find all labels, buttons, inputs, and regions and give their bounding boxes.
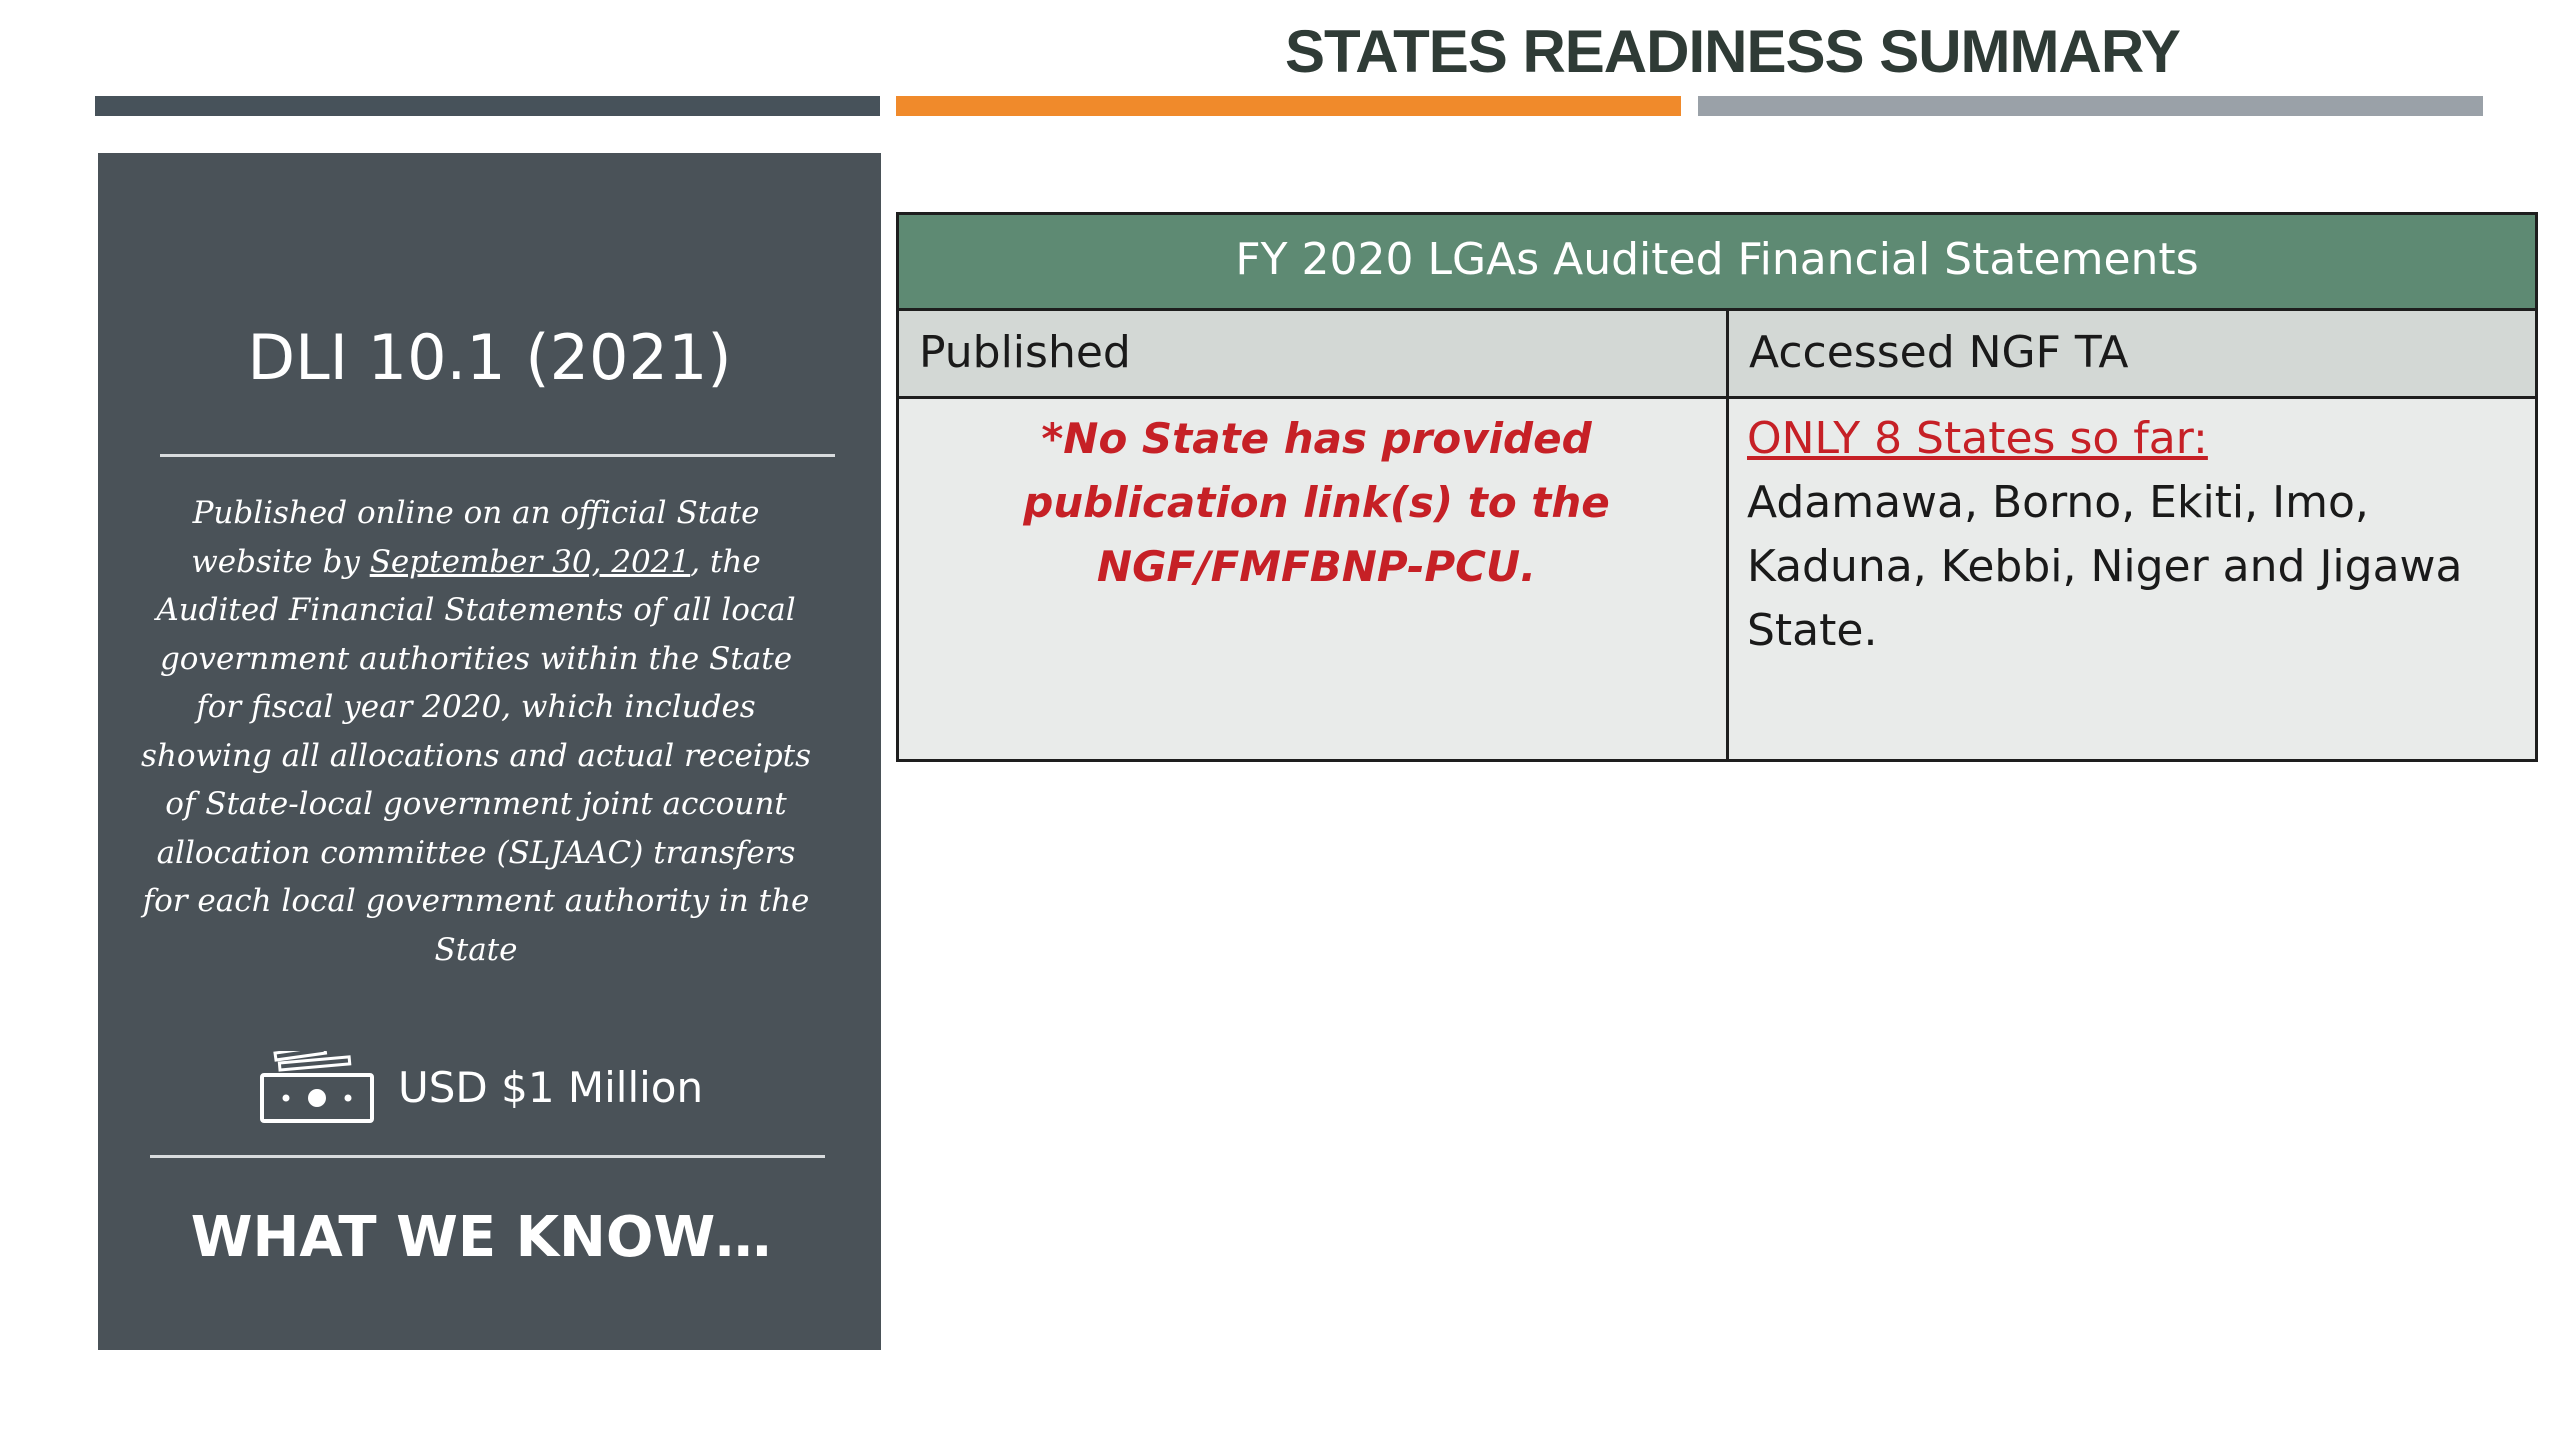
header-rule-dark (95, 96, 880, 116)
dli-description (138, 489, 814, 974)
slide-title: STATES READINESS SUMMARY (1285, 18, 2180, 85)
published-cell (899, 399, 1729, 759)
panel-divider-bottom (150, 1155, 825, 1158)
column-header-accessed-ngf-ta: Accessed NGF TA (1729, 311, 2535, 399)
accessed-cell (1729, 399, 2535, 759)
dli-side-panel (98, 153, 881, 1350)
header-rule-gray (1698, 96, 2483, 116)
table-title: FY 2020 LGAs Audited Financial Statements (899, 215, 2535, 311)
financial-statements-table (896, 212, 2538, 762)
money-bill-icon (258, 1051, 376, 1125)
deadline-date: September 30, 2021 (369, 543, 691, 580)
header-rule-orange (896, 96, 1681, 116)
column-header-published: Published (899, 311, 1729, 399)
amount-text: USD $1 Million (398, 1063, 704, 1112)
dli-title: DLI 10.1 (2021) (247, 321, 732, 394)
amount-row (258, 1048, 703, 1128)
what-we-know-heading: WHAT WE KNOW… (190, 1205, 772, 1270)
accessed-states-label: ONLY 8 States so far: (1747, 413, 2208, 464)
description-rest: , the Audited Financial Statements of all local government authorities within the State for fiscal year 2020, which includes showing all allocations and actual receipts of State-local government joint account allocation committee (SLJAAC) transfers for each local government authority in the State (140, 543, 812, 968)
panel-divider-top (160, 454, 835, 457)
published-note: *No State has provided publication link(s) to the NGF/FMFBNP-PCU. (1023, 414, 1610, 591)
description-lead: Published online on an official State website by (191, 495, 760, 580)
accessed-states-list: Adamawa, Borno, Ekiti, Imo, Kaduna, Kebbi, Niger and Jigawa State. (1747, 477, 2463, 656)
